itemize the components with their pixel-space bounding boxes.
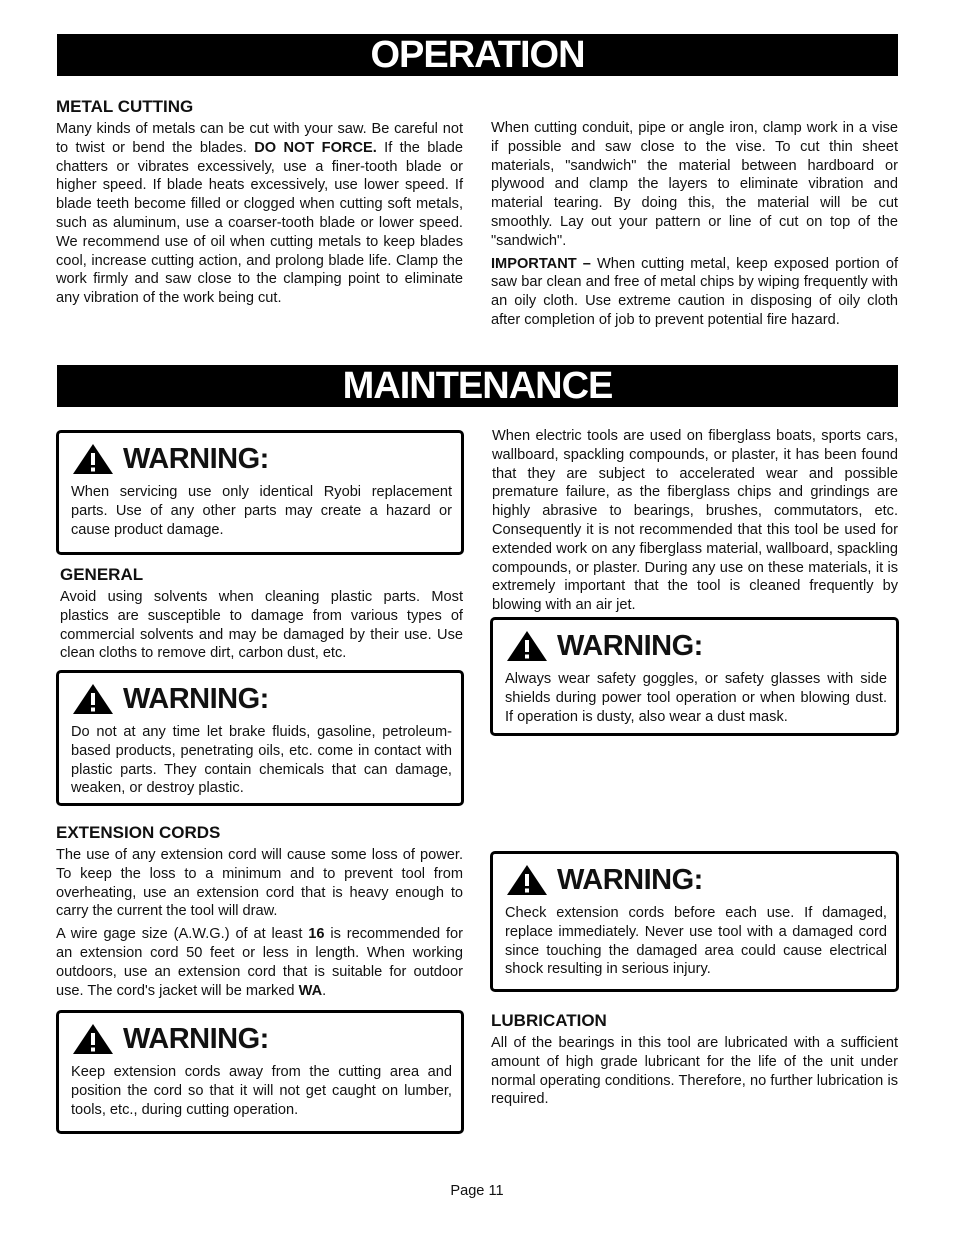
lubrication-text: All of the bearings in this tool are lubricated with a sufficient amount of high grade lubricant for the life of the unit under normal operating conditions. Therefore, no further lubrication is required. [491,1035,898,1108]
warning-title: WARNING: [123,442,269,475]
warning-box-check-cords [490,851,899,992]
fiberglass-section [492,427,898,619]
metal-cutting-heading: METAL CUTTING [56,97,194,116]
warning-triangle-icon [71,682,115,716]
page-number: Page 11 [450,1183,504,1199]
fiberglass-text: When electric tools are used on fiberglass boats, sports cars, wallboard, spackling compounds, or plaster, it has been found that they are subject to accelerated wear and possible premature failure, as the fiberglass chips and grindings are highly abrasive to bearings, brushes, commutators, etc. Consequently it is not recommended that this tool be used for extended work on any fiberglass material, wallboard, spackling compounds, or plaster. During any use on these materials, it is extremely important that the tool is cleaned frequently by blowing with an air jet. [492,428,898,614]
warning-text: When servicing use only identical Ryobi replacement parts. Use of any other parts may create a hazard or cause product damage. [71,484,452,538]
operation-banner: OPERATION [57,34,898,76]
metal-cutting-left [56,97,463,312]
metal-cutting-right [491,119,898,334]
lubrication-heading: LUBRICATION [491,1011,607,1030]
extension-cords-heading: EXTENSION CORDS [56,823,221,842]
maintenance-banner: MAINTENANCE [57,365,898,407]
warning-title: WARNING: [557,629,703,662]
extension-cords-paragraph-1: The use of any extension cord will cause some loss of power. To keep the loss to a minimum and to prevent tool from overheating, use an extension cord that is heavy enough to carry the current the tool will draw. [56,847,463,920]
general-section [60,565,463,667]
warning-triangle-icon [71,442,115,476]
extension-cords-paragraph-2: A wire gage size (A.W.G.) of at least 16 is recommended for an extension cord 50 feet or less in length. When working outdoors, use an extension cord that is suitable for outdoor use. The cord's jacket will be marked WA. [56,926,463,999]
metal-cutting-paragraph-1: Many kinds of metals can be cut with your saw. Be careful not to twist or bend the blades. DO NOT FORCE. If the blade chatters or vibrates excessively, use a finer-tooth blade or higher speed. If blade heats excessively, use lower speed. If blade teeth become filled or clogged when cutting soft metals, such as aluminum, use a coarser-tooth blade or lower speed. We recommend use of oil when cutting metals to keep blades cool, increase cutting action, and prolong blade life. Clamp the work firmly and saw close to the clamping point to eliminate any vibration of the work being cut. [56,121,463,307]
general-text: Avoid using solvents when cleaning plastic parts. Most plastics are susceptible to damage from various types of commercial solvents and may be damaged by their use. Use clean cloths to remove dirt, carbon dust, etc. [60,589,463,662]
warning-text: Keep extension cords away from the cutting area and position the cord so that it will not get caught on lumber, tools, etc., during cutting operation. [71,1064,452,1118]
extension-cords-section [56,823,463,1004]
warning-triangle-icon [71,1022,115,1056]
warning-text: Check extension cords before each use. If damaged, replace immediately. Never use tool with a damaged cord since touching the damaged area could cause electrical shock resulting in serious injury. [505,905,887,978]
warning-text: Always wear safety goggles, or safety glasses with side shields during power tool operation or when blowing dust. If operation is dusty, also wear a dust mask. [505,671,887,725]
warning-triangle-icon [505,863,549,897]
warning-box-plastic-parts [56,670,464,806]
lubrication-section [491,1011,898,1113]
warning-title: WARNING: [123,682,269,715]
warning-box-cord-placement [56,1010,464,1134]
general-heading: GENERAL [60,565,144,584]
warning-title: WARNING: [557,863,703,896]
warning-text: Do not at any time let brake fluids, gasoline, petroleum-based products, penetrating oils, etc. come in contact with plastic parts. They contain chemicals that can damage, weaken, or destroy plastic. [71,724,452,797]
warning-title: WARNING: [123,1022,269,1055]
warning-triangle-icon [505,629,549,663]
warning-box-safety-goggles [490,617,899,736]
metal-cutting-paragraph-3: IMPORTANT – When cutting metal, keep exposed portion of saw bar clean and free of metal chips by wiping frequently with an oily cloth. Use extreme caution in disposing of oily cloth after completion of job to prevent potential fire hazard. [491,255,898,328]
warning-box-replacement-parts [56,430,464,555]
metal-cutting-paragraph-2: When cutting conduit, pipe or angle iron, clamp work in a vise if possible and saw close to the vise. To cut thin sheet materials, "sandwich" the material between hardboard or plywood and clamp the layers to eliminate vibration and material tearing. By doing this, the material will be cut smoothly. Lay out your pattern or line of cut on top of the "sandwich". [491,120,898,249]
